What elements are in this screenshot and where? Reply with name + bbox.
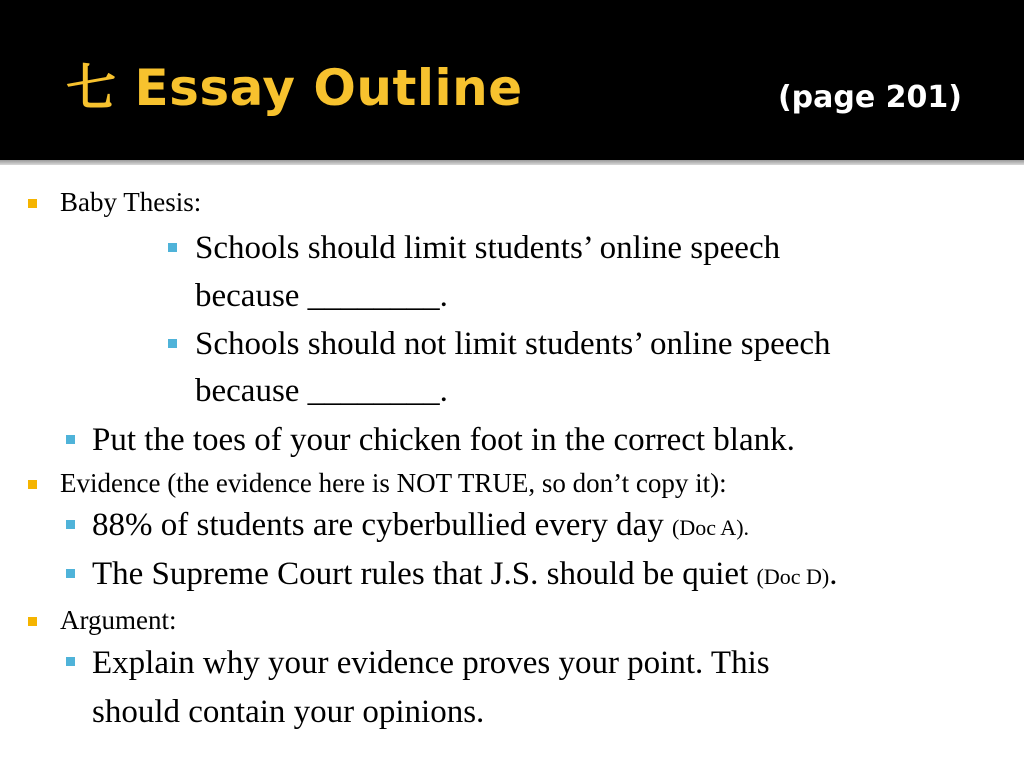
argument-line-2: should contain your opinions. xyxy=(92,694,485,730)
thesis-option-2-line-2: because ________. xyxy=(195,373,448,409)
page-reference: (page 201) xyxy=(777,80,962,115)
thesis-option-2-line-1: Schools should not limit students’ online speech xyxy=(195,326,831,362)
bullet-square-icon xyxy=(28,617,37,626)
slide-title xyxy=(66,56,523,120)
argument-line-1: Explain why your evidence proves your point. This xyxy=(92,645,770,681)
thesis-option-1-line-1: Schools should limit students’ online speech xyxy=(195,230,781,266)
chicken-foot-note: Put the toes of your chicken foot in the correct blank. xyxy=(92,422,795,458)
evidence-item-2-citation: (Doc D) xyxy=(756,564,830,589)
evidence-item-1 xyxy=(92,505,749,548)
title-glyph: 七 xyxy=(66,59,117,117)
evidence-item-2 xyxy=(92,554,837,597)
thesis-option-1-line-2: because ________. xyxy=(195,278,448,314)
bullet-square-icon xyxy=(66,569,75,578)
bullet-square-icon xyxy=(66,435,75,444)
bullet-square-icon xyxy=(28,480,37,489)
bullet-square-icon xyxy=(28,199,37,208)
baby-thesis-label: Baby Thesis: xyxy=(60,187,202,217)
bullet-square-icon xyxy=(66,657,75,666)
bullet-square-icon xyxy=(168,243,177,252)
title-text: Essay Outline xyxy=(134,59,523,117)
evidence-item-2-text: The Supreme Court rules that J.S. should be quiet xyxy=(92,556,757,592)
evidence-item-1-citation: (Doc A). xyxy=(672,515,750,540)
evidence-item-2-period: . xyxy=(829,556,838,592)
evidence-label: Evidence (the evidence here is NOT TRUE, so don’t copy it): xyxy=(60,468,727,498)
title-divider xyxy=(0,160,1024,165)
bullet-square-icon xyxy=(168,339,177,348)
evidence-item-1-text: 88% of students are cyberbullied every day xyxy=(92,507,673,543)
bullet-square-icon xyxy=(66,520,75,529)
argument-label: Argument: xyxy=(60,605,177,635)
